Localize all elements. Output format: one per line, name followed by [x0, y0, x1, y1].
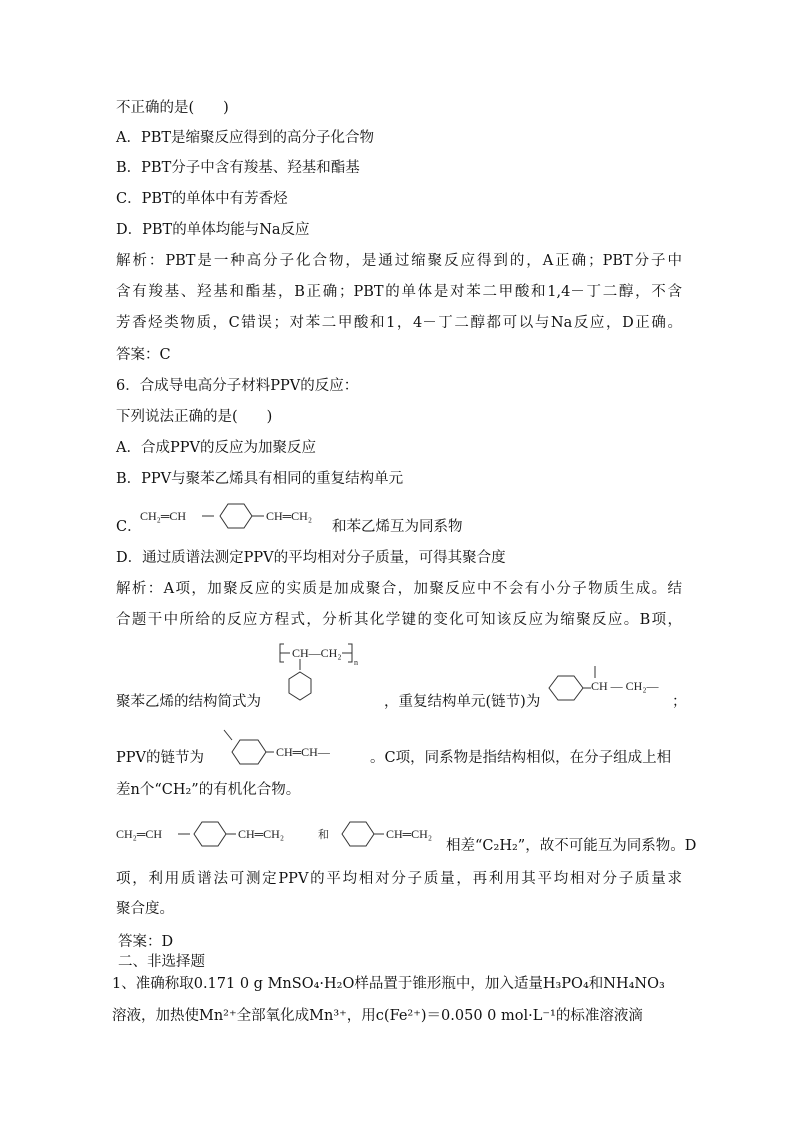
ppv-unit [220, 722, 360, 772]
q6-question: 下列说法正确的是( ) [116, 409, 273, 425]
q6-option-c-text: 和苯乙烯互为同系物 [332, 519, 463, 535]
q5-analysis-line1: 解析：PBT是一种高分子化合物，是通过缩聚反应得到的，A正确；PBT分子中 [116, 253, 682, 269]
chem-ch2-ch: CH₂═CH [140, 509, 187, 523]
ps-prefix: 聚苯乙烯的结构简式为 [116, 694, 261, 710]
chem-n-sub: n [354, 658, 358, 667]
q5-analysis-line3: 芳香烃类物质，C错误；对苯二甲酸和1，4－丁二醇都可以与Na反应，D正确。 [116, 315, 682, 331]
compare-suffix: 相差“C₂H₂”，故不可能互为同系物。D [446, 838, 697, 854]
q6-option-a: A．合成PPV的反应为加聚反应 [116, 440, 316, 456]
section2-q1-line1: 1、准确称取0.171 0 g MnSO₄·H₂O样品置于锥形瓶中，加入适量H₃PO₄和NH₄NO₃ [112, 976, 665, 992]
q6-analysis-line1: 解析：A项，加聚反应的实质是加成聚合，加聚反应中不会有小分子物质生成。结 [116, 581, 682, 597]
ppv-prefix: PPV的链节为 [116, 750, 204, 766]
diff-line: 差n个“CH₂”的有机化合物。 [116, 782, 301, 798]
polystyrene-unit [547, 660, 677, 708]
polystyrene-structure [278, 640, 368, 716]
q5-option-a: A．PBT是缩聚反应得到的高分子化合物 [116, 130, 375, 146]
q6-option-b: B．PPV与聚苯乙烯具有相同的重复结构单元 [116, 471, 404, 487]
chem-cmp-ch-ch2-1: CH═CH₂ [238, 827, 285, 841]
chem-cmp-ch-ch2-2: CH═CH₂ [386, 827, 433, 841]
q6-option-c-label: C． [116, 519, 142, 535]
q6-analysis-d2: 聚合度。 [116, 901, 174, 917]
chem-ch-dash-ch2: CH — CH₂— [591, 679, 659, 693]
q5-option-c: C．PBT的单体中有芳香烃 [116, 191, 288, 207]
section2-q1-line2: 溶液，加热使Mn²⁺全部氧化成Mn³⁺，用c(Fe²⁺)＝0.050 0 mol·L⁻¹的标准溶液滴 [112, 1008, 643, 1024]
chem-he: 和 [318, 829, 329, 841]
q5-answer: 答案：C [116, 347, 171, 363]
q5-analysis-line2: 含有羧基、羟基和酯基，B正确；PBT的单体是对苯二甲酸和1,4－丁二醇，不含 [116, 284, 682, 300]
section2-heading: 二、非选择题 [118, 954, 205, 970]
chem-ch-ch2-poly: CH—CH₂ [292, 646, 342, 660]
q5-option-d: D．PBT的单体均能与Na反应 [116, 222, 310, 238]
q6-answer: 答案：D [118, 934, 174, 950]
q6-analysis-d1: 项，利用质谱法可测定PPV的平均相对分子质量，再利用其平均相对分子质量求 [116, 871, 682, 887]
chem-cmp-ch2-ch: CH₂═CH [116, 827, 163, 841]
ps-end: ； [672, 694, 687, 710]
chem-ch-ch2: CH═CH₂ [266, 509, 313, 523]
ps-mid: ，重复结构单元(链节)为 [384, 694, 541, 710]
chem-ch-ch-dash: CH═CH— [276, 745, 330, 759]
divinylbenzene-structure [140, 500, 340, 534]
ppv-suffix: 。C项，同系物是指结构相似，在分子组成上相 [370, 750, 672, 766]
q5-stem-tail: 不正确的是( ) [116, 100, 229, 116]
q6-stem: 6．合成导电高分子材料PPV的反应： [116, 378, 359, 394]
comparison-structures [116, 812, 446, 856]
q6-analysis-line2: 合题干中所给的反应方程式，分析其化学键的变化可知该反应为缩聚反应。B项， [116, 612, 682, 628]
q6-option-d: D．通过质谱法测定PPV的平均相对分子质量，可得其聚合度 [116, 550, 506, 566]
q5-option-b: B．PBT分子中含有羧基、羟基和酯基 [116, 160, 360, 176]
